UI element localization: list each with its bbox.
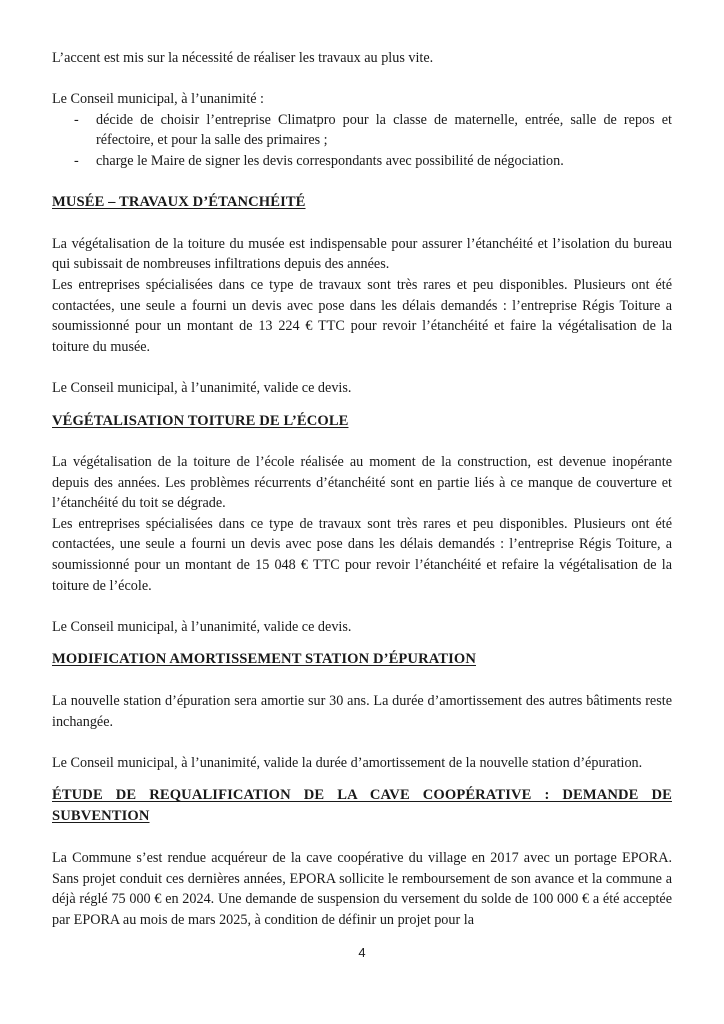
- spacer: [52, 432, 672, 453]
- spacer: [52, 399, 672, 411]
- dash-bullet: -: [74, 152, 79, 169]
- decision-list-item: [52, 110, 672, 151]
- decision-list-item: [52, 151, 672, 172]
- section-paragraph: La nouvelle station d’épuration sera amortie sur 30 ans. La durée d’amortissement des autres bâtiments reste inchangée.: [52, 693, 672, 730]
- section-paragraph: La végétalisation de la toiture de l’école réalisée au moment de la construction, est devenue inopérante depuis des années. Les problèmes récurrents d’étanchéité sont en partie liés à ce manque de couverture et l’étanchéité du toit se dégrade.: [52, 454, 672, 512]
- document-page: [52, 48, 672, 930]
- spacer: [52, 213, 672, 234]
- section-decision: Le Conseil municipal, à l’unanimité, valide ce devis.: [52, 379, 352, 396]
- section-decision: Le Conseil municipal, à l’unanimité, valide ce devis.: [52, 618, 352, 635]
- section-heading-ecole: VÉGÉTALISATION TOITURE DE L’ÉCOLE: [52, 412, 349, 429]
- spacer: [52, 69, 672, 90]
- spacer: [52, 172, 672, 193]
- spacer: [52, 773, 672, 785]
- section-paragraph: La végétalisation de la toiture du musée est indispensable pour assurer l’étanchéité et l’isolation du bureau qui subissait de nombreuses infiltrations depuis des années.: [52, 235, 672, 273]
- section-decision: Le Conseil municipal, à l’unanimité, valide la durée d’amortissement de la nouvelle station d’épuration.: [52, 754, 643, 771]
- spacer: [52, 827, 672, 848]
- spacer: [52, 596, 672, 617]
- intro-paragraph: L’accent est mis sur la nécessité de réaliser les travaux au plus vite.: [52, 50, 434, 66]
- council-decision-intro: Le Conseil municipal, à l’unanimité :: [52, 91, 264, 108]
- section-paragraph: Les entreprises spécialisées dans ce type de travaux sont très rares et peu disponibles. Plusieurs ont été contactées, une seule a fourni un devis avec pose dans les délais demandés : l’entreprise Régis Toiture a soumissionné pour un montant de 13 224 € TTC pour revoir l’étanchéité et faire la végétalisation de la toiture du musée.: [52, 276, 672, 355]
- section-heading-musee: MUSÉE – TRAVAUX D’ÉTANCHÉITÉ: [52, 194, 306, 211]
- decision-text: charge le Maire de signer les devis correspondants avec possibilité de négociation.: [96, 152, 564, 169]
- spacer: [52, 670, 672, 691]
- section-heading-cave: ÉTUDE DE REQUALIFICATION DE LA CAVE COOPÉRATIVE : DEMANDE DE SUBVENTION: [52, 787, 672, 825]
- decision-list: [52, 110, 672, 172]
- dash-bullet: -: [74, 111, 79, 128]
- spacer: [52, 637, 672, 649]
- section-paragraph: La Commune s’est rendue acquéreur de la cave coopérative du village en 2017 avec un portage EPORA. Sans projet conduit ces dernières années, EPORA sollicite le remboursement de son avance et la commune a déjà réglé 75 000 € en 2024. Une demande de suspension du versement du solde de 100 000 € a été acceptée par EPORA au mois de mars 2025, à condition de définir un projet pour la: [52, 850, 672, 928]
- section-heading-station: MODIFICATION AMORTISSEMENT STATION D’ÉPURATION: [52, 651, 476, 668]
- page-number: 4: [358, 945, 366, 960]
- decision-text: décide de choisir l’entreprise Climatpro pour la classe de maternelle, entrée, salle de repos et réfectoire, et pour la salle des primaires ;: [96, 111, 672, 149]
- spacer: [52, 357, 672, 378]
- spacer: [52, 732, 672, 753]
- section-paragraph: Les entreprises spécialisées dans ce type de travaux sont très rares et peu disponibles. Plusieurs ont été contactées, une seule a fourni un devis avec pose dans les délais demandés : l’entreprise Régis Toiture, a soumissionné pour un montant de 15 048 € TTC pour revoir l’étanchéité et refaire la végétalisation de la toiture de l’école.: [52, 515, 672, 594]
